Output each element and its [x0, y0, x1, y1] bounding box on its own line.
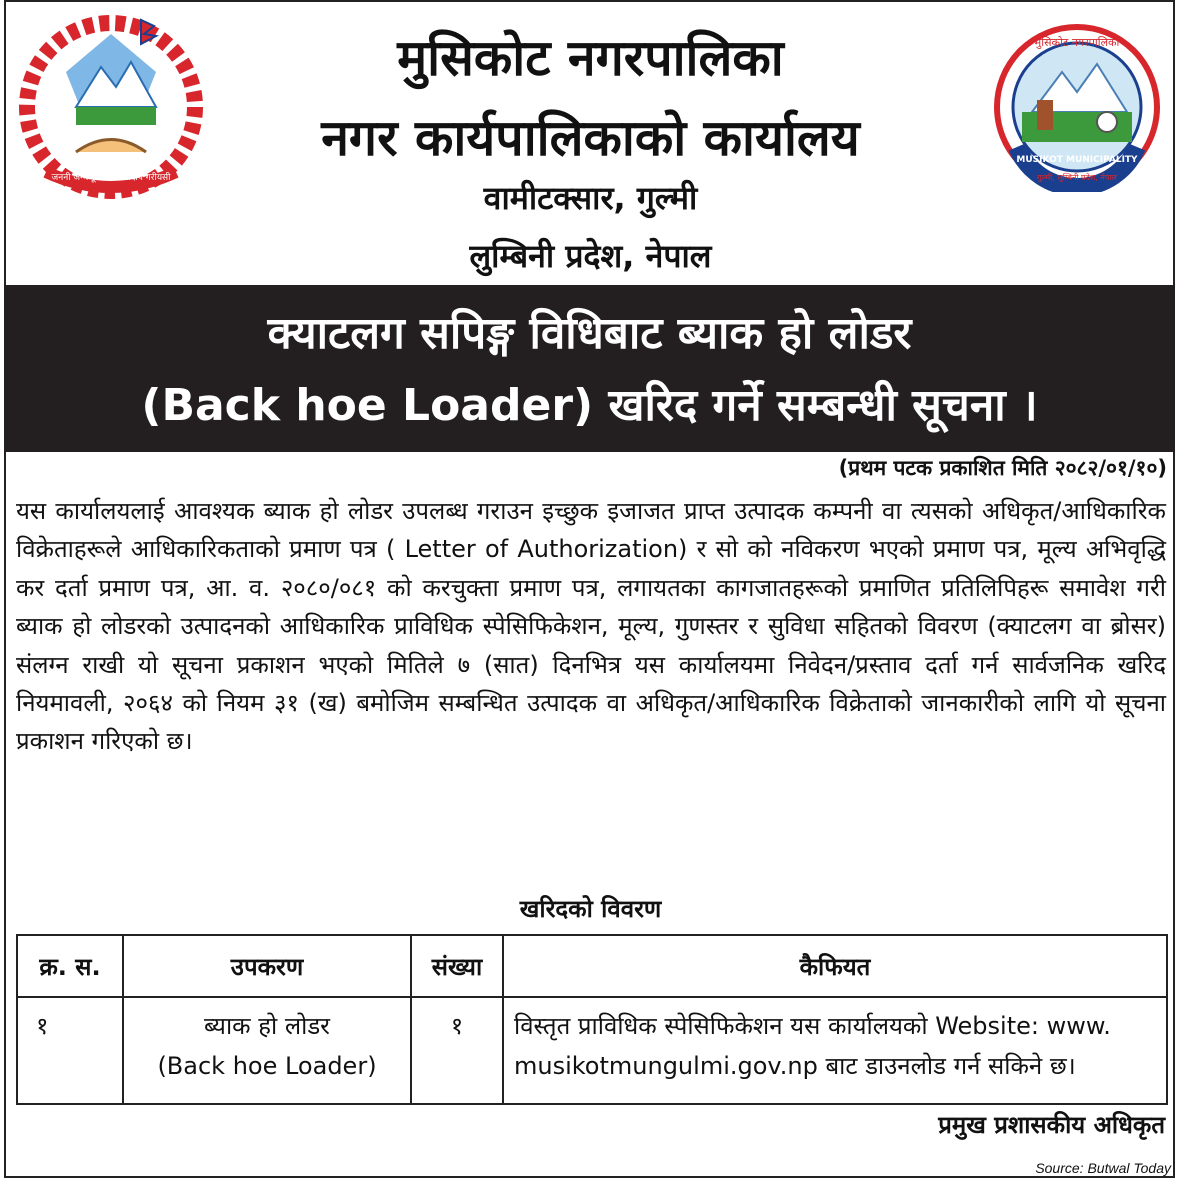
cell-serial: १ [17, 997, 123, 1104]
office-province: लुम्बिनी प्रदेश, नेपाल [469, 237, 712, 275]
signatory-title: प्रमुख प्रशासकीय अधिकृत [938, 1111, 1165, 1139]
header-serial: क्र. स. [17, 935, 123, 997]
notice-title-line1: क्याटलग सपिङ्ग विधिबाट ब्याक हो लोडर [267, 308, 912, 359]
table-header-row [17, 935, 1167, 997]
municipality-name: मुसिकोट नगरपालिका [397, 29, 784, 87]
table-caption: खरिदको विवरण [519, 895, 662, 923]
notice-body: यस कार्यालयलाई आवश्यक ब्याक हो लोडर उपलब्ध गराउन इच्छुक इजाजत प्राप्त उत्पादक कम्पनी वा त्यसको अधिकृत/आधिकारिक विक्रेताहरूले आधिकारिकताको प्रमाण पत्र ( Letter of Authorization) र सो को नविकरण भएको प्रमाण पत्र, मूल्य अभिवृद्धि कर दर्ता प्रमाण पत्र, आ. व. २०८०/०८१ को करचुक्ता प्रमाण पत्र, लगायतका कागजातहरूको प्रमाणित प्रतिलिपिहरू समावेश गरी ब्याक हो लोडरको उत्पादनको आधिकारिक प्राविधिक स्पेसिफिकेशन, मूल्य, गुणस्तर र सुविधा सहितको विवरण (क्याटलग वा ब्रोसर) संलग्न राखी यो सूचना प्रकाशन भएको मितिले ७ (सात) दिनभित्र यस कार्यालयमा निवेदन/प्रस्ताव दर्ता गर्न सार्वजनिक खरिद नियमावली, २०६४ को नियम ३१ (ख) बमोजिम सम्बन्धित उत्पादक वा अधिकृत/आधिकारिक विक्रेताको जानकारीको लागि यो सूचना प्रकाशन गरिएको छ। [16, 497, 1166, 756]
emblem-motto: जननी जन्मभूमिश्च स्वर्गादपि गरीयसी [51, 173, 171, 183]
cell-quantity: १ [411, 997, 503, 1104]
equipment-name-en: (Back hoe Loader) [157, 1052, 377, 1080]
office-name: नगर कार्यपालिकाको कार्यालय [321, 109, 860, 167]
logo-top-text: मुसिकोट नगरपालिका [1034, 36, 1120, 49]
source-credit: Source: Butwal Today [1035, 1160, 1171, 1176]
header-equipment: उपकरण [123, 935, 411, 997]
logo-ring-text: MUSIKOT MUNICIPALITY [1016, 155, 1138, 165]
purchase-table [16, 934, 1168, 1105]
cell-equipment [123, 997, 411, 1104]
notice-title-banner [4, 285, 1175, 452]
equipment-name-np: ब्याक हो लोडर [204, 1012, 330, 1040]
remarks-line1: विस्तृत प्राविधिक स्पेसिफिकेशन यस कार्यालयको Website: www. [514, 1012, 1111, 1040]
cell-remarks [503, 997, 1167, 1104]
publication-date: (प्रथम पटक प्रकाशित मिति २०८२/०१/१०) [838, 456, 1167, 480]
notice-title-line2: (Back hoe Loader) खरिद गर्ने सम्बन्धी सूचना । [141, 380, 1038, 431]
header-quantity: संख्या [411, 935, 503, 997]
table-row [17, 997, 1167, 1104]
office-address: वामीटक्सार, गुल्मी [483, 179, 698, 217]
header-remarks: कैफियत [503, 935, 1167, 997]
remarks-line2: musikotmungulmi.gov.np बाट डाउनलोड गर्न सकिने छ। [514, 1052, 1076, 1080]
logo-bottom-text: गुल्मी, लुम्बिनी प्रदेश, नेपाल [1037, 173, 1117, 182]
